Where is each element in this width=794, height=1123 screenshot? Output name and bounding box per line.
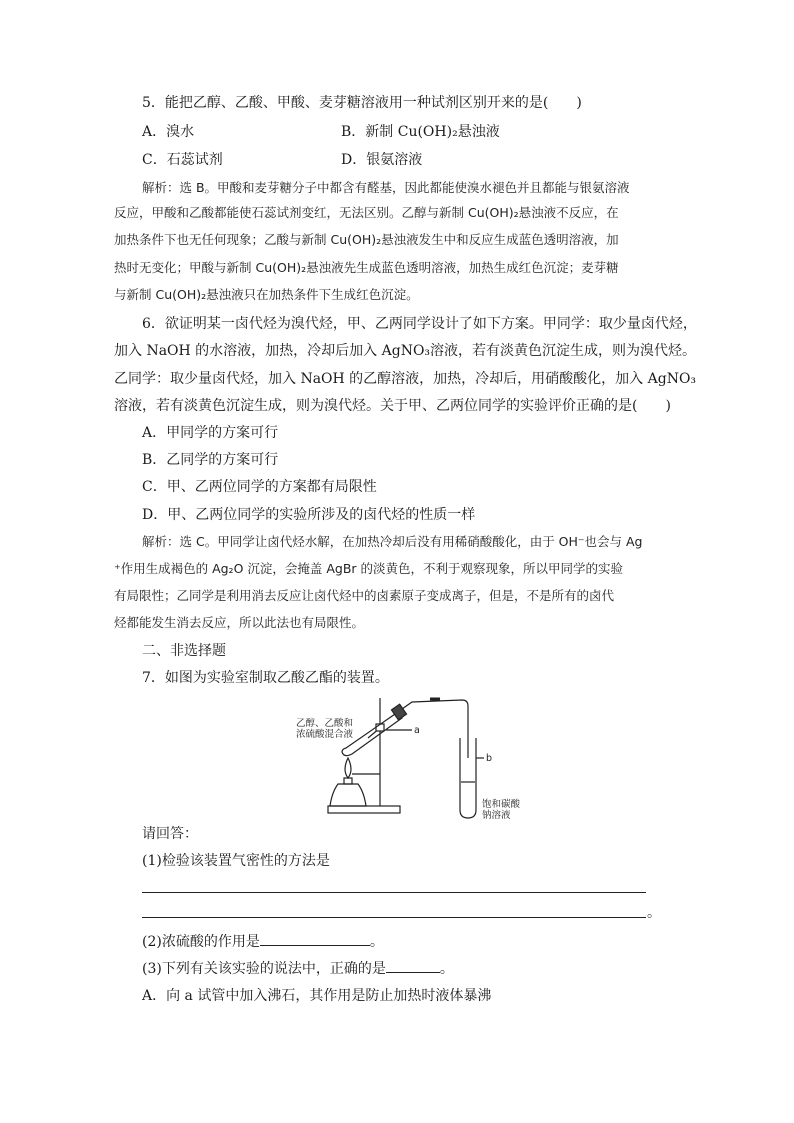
- q7-sub-2-end: 。: [369, 934, 384, 950]
- q6-option-b: B．乙同学的方案可行: [142, 452, 279, 468]
- alcohol-lamp: [330, 784, 366, 806]
- q6-option-a: A．甲同学的方案可行: [142, 425, 279, 441]
- fig-label-mixture-line-2: 浓硫酸混合液: [296, 729, 354, 740]
- q5-option-a: A．溴水: [142, 124, 195, 140]
- answer-line-2[interactable]: [142, 917, 646, 918]
- q7-option-a: A．向 a 试管中加入沸石，其作用是防止加热时液体暴沸: [142, 988, 492, 1004]
- fig-label-mixture-line-1: 乙醇、乙酸和: [296, 718, 354, 729]
- q7-sub-2-blank[interactable]: [260, 931, 370, 946]
- q6-option-d: D．甲、乙两位同学的实验所涉及的卤代烃的性质一样: [142, 507, 476, 523]
- q5-explanation-line-4: 热时无变化；甲酸与新制 Cu(OH)₂悬浊液先生成蓝色透明溶液，加热生成红色沉淀；麦芽糖: [114, 260, 619, 275]
- q7-sub-3: [142, 958, 454, 979]
- q6-stem-line-4: 溶液，若有淡黄色沉淀生成，则为溴代烃。关于甲、乙两位同学的实验评价正确的是( ): [114, 398, 671, 414]
- q6-explanation-line-4: 烃都能发生消去反应，所以此法也有局限性。: [114, 615, 365, 630]
- q6-explanation-line-1: 解析：选 C。甲同学让卤代烃水解，在加热冷却后没有用稀硝酸酸化，由于 OH⁻也会与 Ag: [142, 534, 643, 549]
- q6-stem-line-3: 乙同学：取少量卤代烃，加入 NaOH 的乙醇溶液，加热，冷却后，用硝酸酸化，加入 AgNO₃: [114, 371, 697, 387]
- stand-base: [328, 806, 400, 813]
- delivery-tube: [402, 700, 468, 758]
- q5-explanation-line-1: 解析：选 B。甲酸和麦芽糖分子中都含有醛基，因此都能使溴水褪色并且都能与银氨溶液: [142, 180, 630, 195]
- flame: [345, 758, 351, 778]
- answer-line-2-period: 。: [647, 905, 661, 921]
- q7-sub-2-text: (2)浓硫酸的作用是: [142, 934, 260, 950]
- fig-label-saturated-line-1: 饱和碳酸: [482, 799, 521, 810]
- q5-stem: 5．能把乙醇、乙酸、甲酸、麦芽糖溶液用一种试剂区别开来的是( ): [142, 95, 582, 111]
- q7-sub-3-blank[interactable]: [386, 958, 440, 973]
- q6-explanation-line-2: ⁺作用生成褐色的 Ag₂O 沉淀，会掩盖 AgBr 的淡黄色，不利于观察现象，所以甲同学的实验: [114, 561, 624, 576]
- fig-label-a: a: [414, 725, 420, 736]
- ethyl-acetate-apparatus-diagram: [290, 692, 530, 822]
- q5-explanation-line-2: 反应，甲酸和乙酸都能使石蕊试剂变红，无法区别。乙醇与新制 Cu(OH)₂悬浊液不反应，在: [114, 205, 619, 220]
- q5-explanation-line-5: 与新制 Cu(OH)₂悬浊液只在加热条件下生成红色沉淀。: [114, 287, 419, 302]
- q6-option-c: C．甲、乙两位同学的方案都有局限性: [142, 479, 377, 495]
- section-heading: 二、非选择题: [142, 643, 226, 659]
- fig-label-saturated-line-2: 钠溶液: [482, 810, 511, 821]
- q5-option-b: B．新制 Cu(OH)₂悬浊液: [341, 124, 500, 140]
- q6-stem-line-2: 加入 NaOH 的水溶液，加热，冷却后加入 AgNO₃溶液，若有淡黄色沉淀生成，则为溴代烃。: [114, 343, 697, 359]
- q5-explanation-line-3: 加热条件下也无任何现象；乙酸与新制 Cu(OH)₂悬浊液发生中和反应生成蓝色透明溶液，加: [114, 232, 619, 247]
- q7-sub-2: [142, 931, 384, 952]
- q7-sub-3-text: (3)下列有关该实验的说法中，正确的是: [142, 961, 386, 977]
- q7-stem: 7．如图为实验室制取乙酸乙酯的装置。: [142, 670, 389, 686]
- q5-option-c: C．石蕊试剂: [142, 152, 223, 168]
- q6-explanation-line-3: 有局限性；乙同学是利用消去反应让卤代烃中的卤素原子变成离子，但是，不是所有的卤代: [114, 588, 615, 603]
- q6-stem-line-1: 6．欲证明某一卤代烃为溴代烃，甲、乙两同学设计了如下方案。甲同学：取少量卤代烃，: [142, 316, 697, 332]
- q7-sub-1: (1)检验该装置气密性的方法是: [142, 853, 330, 869]
- q5-option-d: D．银氨溶液: [341, 152, 423, 168]
- answer-line-1[interactable]: [142, 892, 646, 893]
- q7-please-answer: 请回答：: [142, 826, 198, 842]
- q7-sub-3-end: 。: [439, 961, 454, 977]
- fig-label-b: b: [486, 753, 493, 764]
